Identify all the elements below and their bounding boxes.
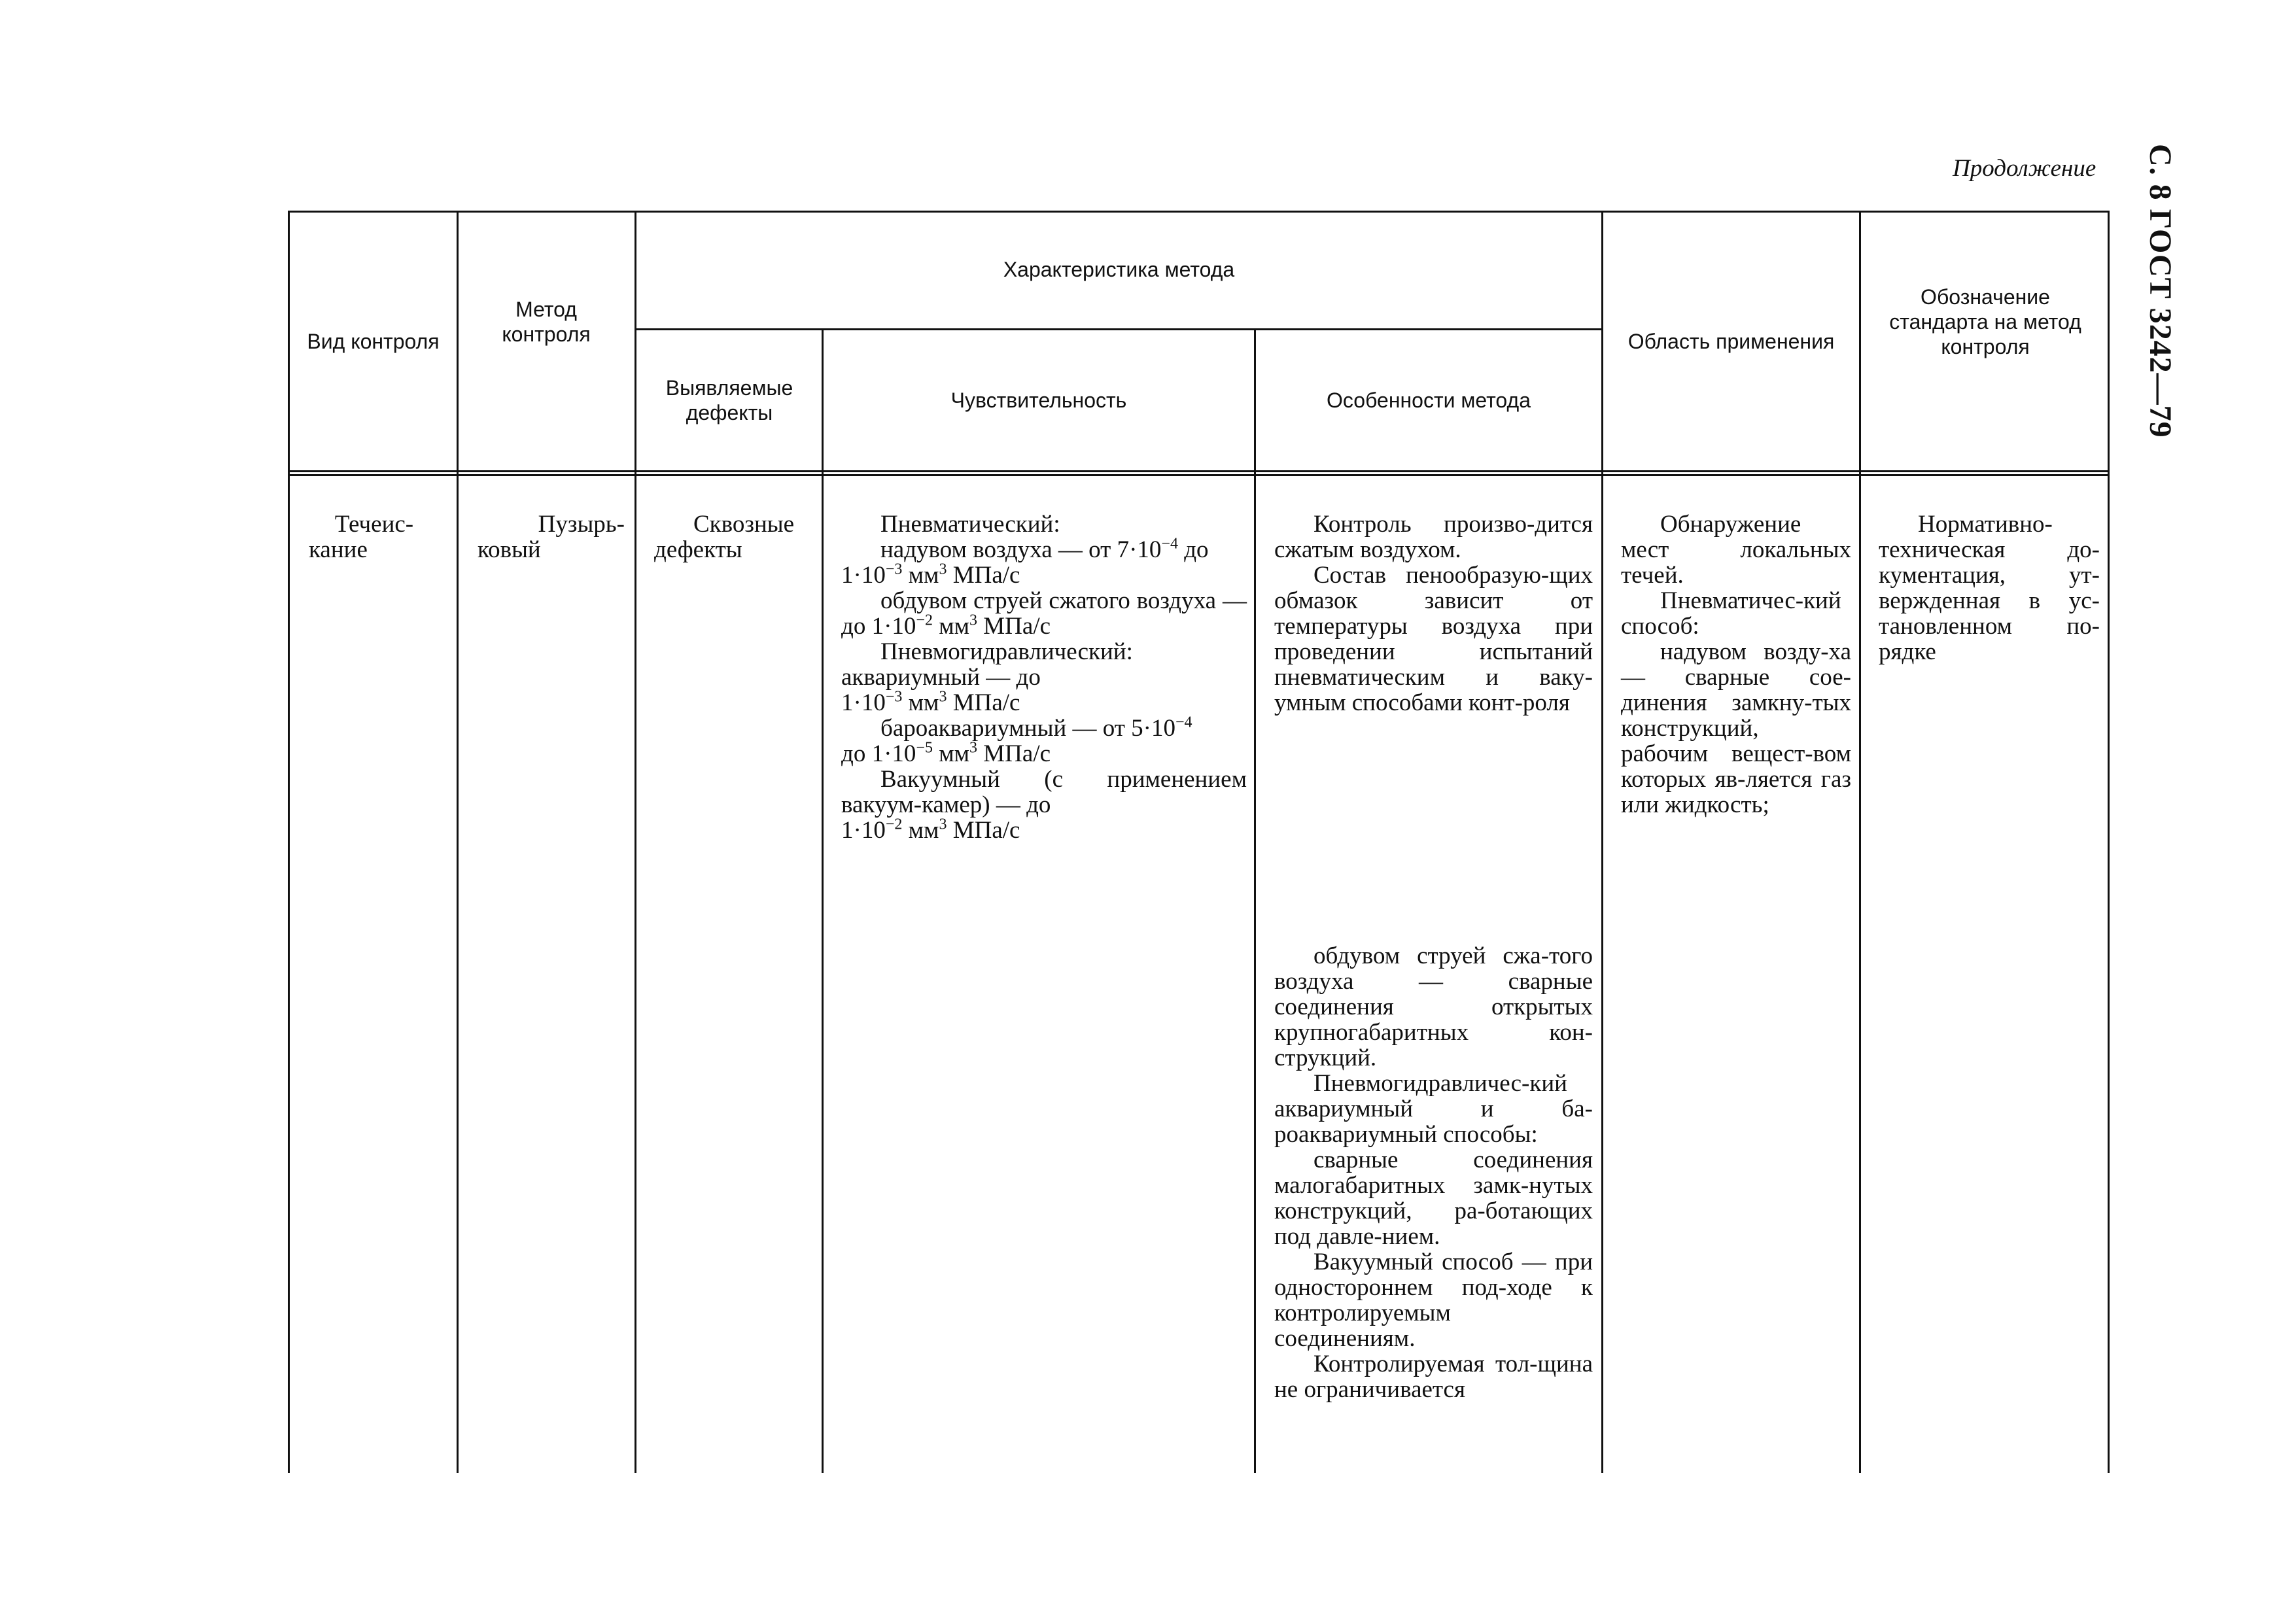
features-p4: Пневмогидравличес-кий аквариумный и ба-роаквариумный способы: [1274, 1070, 1593, 1148]
cell-method-features-continued [1274, 943, 1593, 1402]
header-method-characteristics: Характеристика метода [1003, 258, 1235, 281]
cell-control-type [296, 511, 453, 562]
header-control-method: Метод контроля [502, 298, 591, 346]
sens-vacuum: Вакуумный (с применением вакуум-камер) — до $1\cdot 10^{-2}$ $мм^3$ МПа/с [841, 766, 1247, 844]
sens-blowing: обдувом струей сжатого воздуха — до $1\cdot 10^{-2}$ $мм^3$ МПа/с [841, 587, 1247, 640]
features-p3: обдувом струей сжа-того воздуха — сварные соединения открытых крупногабаритных кон-струкций. [1274, 942, 1593, 1071]
area-p3: надувом возду-ха — сварные сое-динения замкну-тых конструкций, рабочим вещест-вом которых яв-ляется газ или жидкость; [1621, 638, 1851, 818]
col-border-7 [2108, 211, 2110, 1473]
col-border-6 [1859, 211, 1861, 1473]
header-sensitivity: Чувствительность [950, 389, 1127, 412]
gost-table [288, 211, 2110, 1473]
control-method-line1: Пузырь- [538, 511, 625, 538]
features-p1: Контроль произво-дится сжатым воздухом. [1274, 511, 1593, 563]
sens-aquarium: аквариумный — до $1\cdot 10^{-3}$ $мм^3$ МПа/с [841, 664, 1041, 716]
control-type-line1: Течеис- [334, 511, 414, 538]
header-method-features: Особенности метода [1327, 389, 1531, 412]
header-standard-designation: Обозначение стандарта на метод контроля [1889, 285, 2081, 358]
features-p5: сварные соединения малогабаритных замк-нутых конструкций, ра-ботающих под давле-нием. [1274, 1147, 1593, 1250]
gost-page-number: С. 8 ГОСТ 3242—79 [2143, 144, 2178, 438]
control-method-line2: ковый [478, 536, 541, 563]
cell-control-method [478, 511, 625, 562]
cell-detected-defects [654, 511, 818, 562]
area-p2: Пневматичес-кий способ: [1621, 587, 1841, 640]
col-border-1 [457, 211, 459, 1473]
area-p1: Обнаружение мест локальных течей. [1621, 511, 1851, 589]
continuation-label: Продолжение [1953, 155, 2096, 182]
sens-inflation: надувом воздуха — от $7\cdot 10^{-4}$ до $1\cdot 10^{-3}$ $мм^3$ МПа/с [841, 535, 1209, 589]
col-border-3 [822, 330, 824, 1473]
sens-pneumohydraulic: Пневмогидравлический: [880, 638, 1133, 665]
cell-sensitivity [841, 511, 1247, 843]
detected-defects-text: Сквозные дефекты [654, 511, 795, 563]
sens-baroaquarium: бароаквариумный — от $5\cdot 10^{-4}$ до $1\cdot 10^{-5}$ $мм^3$ МПа/с [841, 714, 1192, 767]
header-control-type: Вид контроля [307, 330, 440, 353]
features-p7: Контролируемая тол-щина не ограничивается [1274, 1351, 1593, 1403]
header-bottom-border-2 [288, 474, 2110, 476]
cell-method-features [1274, 511, 1593, 716]
cell-application-area [1621, 511, 1851, 818]
col-border-4 [1254, 330, 1256, 1473]
features-p6: Вакуумный способ — при одностороннем под-ходе к контролируемым соединениям. [1274, 1249, 1593, 1352]
page-header-vertical [2139, 144, 2178, 438]
features-p2: Состав пенообразую-щих обмазок зависит от температуры воздуха при проведении испытаний пневматическим и ваку-умным способами конт-роля [1274, 562, 1593, 716]
header-detected-defects: Выявляемые дефекты [665, 376, 793, 424]
sens-pneumatic: Пневматический: [880, 511, 1060, 538]
header-application-area: Область применения [1627, 330, 1835, 353]
standard-text: Нормативно-техническая до-кументация, ут-вержденная в ус-тановленном по-рядке [1879, 511, 2100, 665]
cell-standard-designation [1879, 511, 2100, 665]
control-type-line2: кание [309, 536, 368, 563]
col-border-2 [635, 211, 636, 1473]
